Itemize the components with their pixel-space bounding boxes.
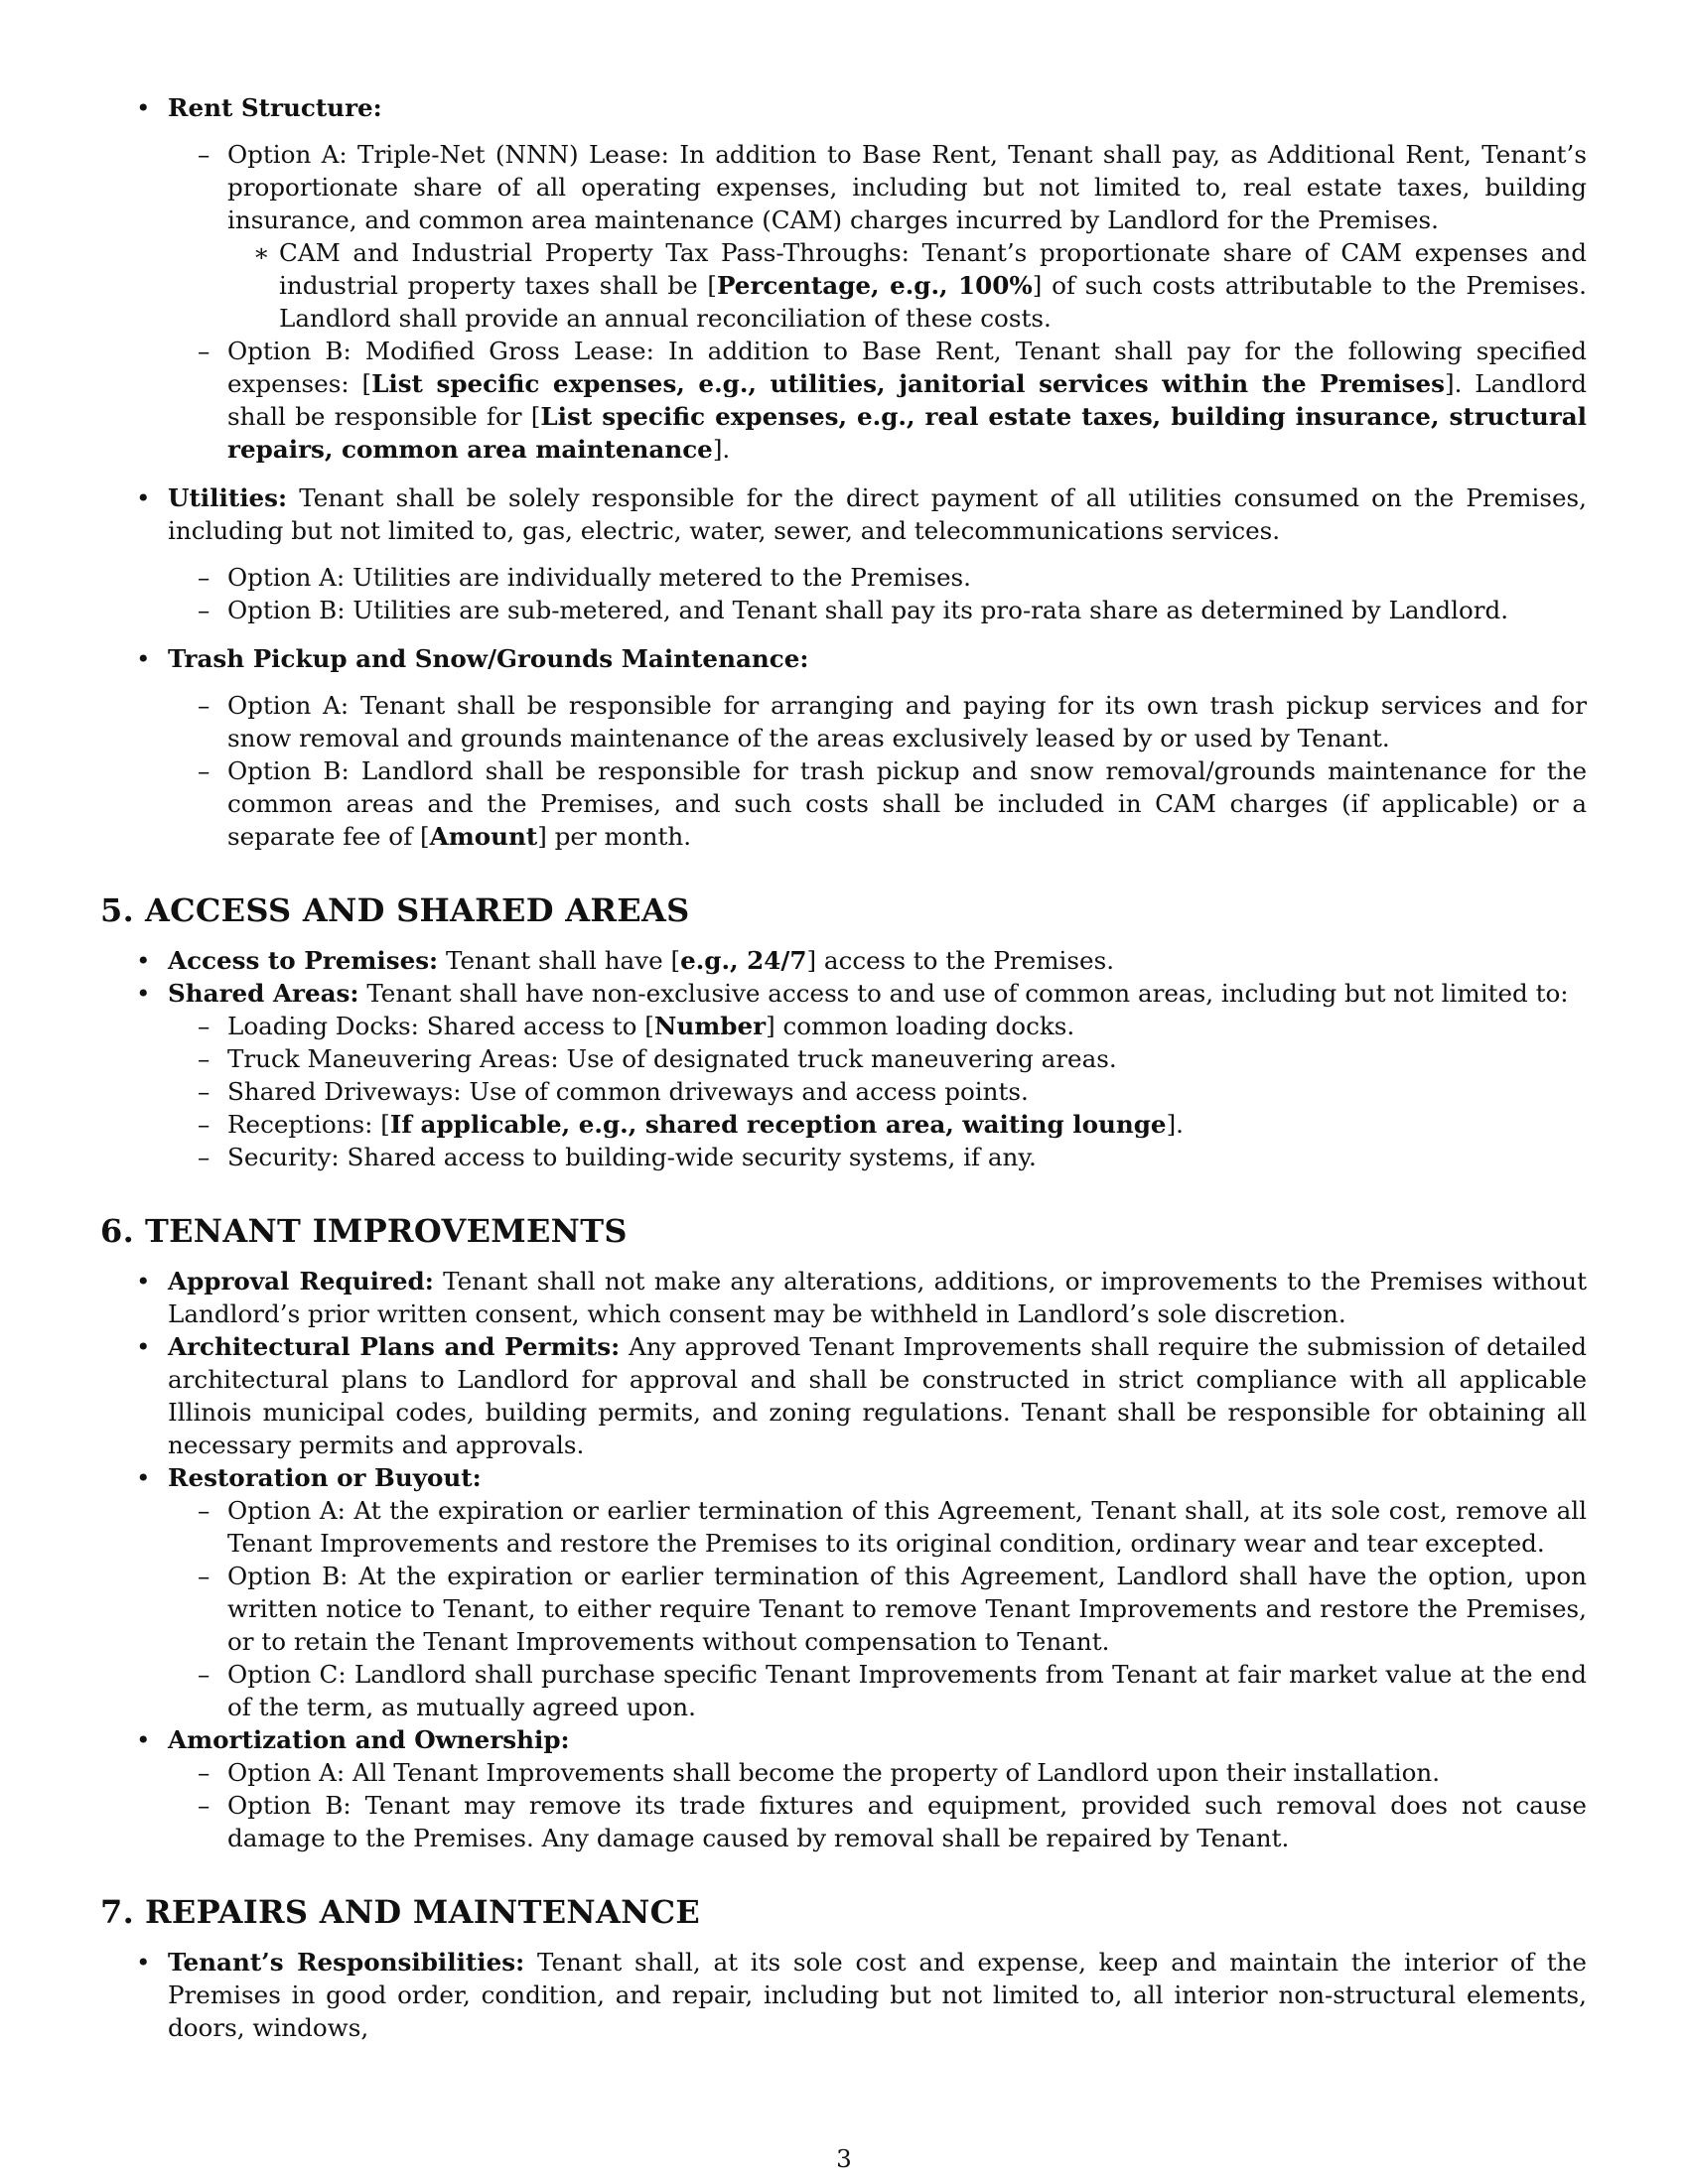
section-title: TENANT IMPROVEMENTS xyxy=(145,1212,628,1250)
rent-structure-options xyxy=(168,138,1587,466)
list-item-trash xyxy=(100,642,1587,853)
security: – Security: Shared access to building-wide security systems, if any. xyxy=(168,1141,1587,1173)
section-number: 7. xyxy=(100,1893,135,1931)
section-number: 6. xyxy=(100,1212,135,1250)
trash-options xyxy=(168,689,1587,853)
restoration-label: Restoration or Buyout: xyxy=(168,1463,482,1492)
restoration-options xyxy=(168,1494,1587,1723)
landlord-expenses-placeholder: List specific expenses, e.g., real estate taxes, building insurance, structural repairs, common area maintenance xyxy=(227,402,1587,464)
rent-structure-label: Rent Structure: xyxy=(168,93,382,122)
list-item-access: • Access to Premises: Tenant shall have [e.g., 24/7] access to the Premises. xyxy=(100,944,1587,977)
utilities-option-b: – Option B: Utilities are sub-metered, and Tenant shall pay its pro-rata share as determined by Landlord. xyxy=(168,594,1587,626)
trash-option-b: – Option B: Landlord shall be responsible for trash pickup and snow removal/grounds maintenance for the common areas and the Premises, and such costs shall be included in CAM charges (if applicable) or a separate fee of [Amount] per month. xyxy=(168,754,1587,853)
amount-placeholder: Amount xyxy=(429,822,538,851)
restoration-option-a: – Option A: At the expiration or earlier termination of this Agreement, Tenant shall, at its sole cost, remove all Tenant Improvements and restore the Premises to its original condition, ordinary wear and tear excepted. xyxy=(168,1494,1587,1560)
page-number: 3 xyxy=(836,2144,852,2173)
access-hours-placeholder: e.g., 24/7 xyxy=(680,946,807,975)
shared-areas-sublist xyxy=(168,1010,1587,1173)
amortization-option-b: – Option B: Tenant may remove its trade fixtures and equipment, provided such removal does not cause damage to the Premises. Any damage caused by removal shall be repaired by Tenant. xyxy=(168,1789,1587,1854)
plans-label: Architectural Plans and Permits: xyxy=(168,1332,621,1361)
receptions: – Receptions: [If applicable, e.g., shared reception area, waiting lounge]. xyxy=(168,1108,1587,1141)
section-heading-6 xyxy=(100,1211,1587,1251)
section-number: 5. xyxy=(100,891,135,929)
document-page xyxy=(100,91,1587,2044)
list-item-tenant-responsibilities: • Tenant’s Responsibilities: Tenant shall, at its sole cost and expense, keep and maintain the interior of the Premises in good order, condition, and repair, including but not limited to, all interior non-structural elements, doors, windows, xyxy=(100,1946,1587,2044)
amortization-options xyxy=(168,1756,1587,1854)
section-title: REPAIRS AND MAINTENANCE xyxy=(145,1893,701,1931)
rent-option-b: – Option B: Modified Gross Lease: In addition to Base Rent, Tenant shall pay for the following specified expenses: [List specific expenses, e.g., utilities, janitorial services within the Premises]. Landlord shall be responsible for [List specific expenses, e.g., real estate taxes, building insurance, structural repairs, common area maintenance]. xyxy=(168,335,1587,466)
cam-pass-through: ∗ CAM and Industrial Property Tax Pass-Throughs: Tenant’s proportionate share of CAM expenses and industrial property taxes shall be [Percentage, e.g., 100%] of such costs attributable to the Premises. Landlord shall provide an annual reconciliation of these costs. xyxy=(227,236,1587,335)
percentage-placeholder: Percentage, e.g., 100% xyxy=(716,271,1033,300)
tenant-expenses-placeholder: List specific expenses, e.g., utilities, janitorial services within the Premises xyxy=(371,369,1446,398)
restoration-option-c: – Option C: Landlord shall purchase specific Tenant Improvements from Tenant at fair market value at the end of the term, as mutually agreed upon. xyxy=(168,1658,1587,1723)
access-list xyxy=(100,944,1587,1173)
list-item-plans: • Architectural Plans and Permits: Any approved Tenant Improvements shall require the submission of detailed architectural plans to Landlord for approval and shall be constructed in strict compliance with all applicable Illinois municipal codes, building permits, and zoning regulations. Tenant shall be responsible for obtaining all necessary permits and approvals. xyxy=(100,1330,1587,1461)
amortization-label: Amortization and Ownership: xyxy=(168,1725,570,1754)
amortization-option-a: – Option A: All Tenant Improvements shall become the property of Landlord upon their installation. xyxy=(168,1756,1587,1789)
repairs-list xyxy=(100,1946,1587,2044)
rent-option-a xyxy=(168,138,1587,335)
list-item-restoration xyxy=(100,1461,1587,1723)
list-item-approval: • Approval Required: Tenant shall not make any alterations, additions, or improvements to the Premises without Landlord’s prior written consent, which consent may be withheld in Landlord’s sole discretion. xyxy=(100,1265,1587,1330)
reception-placeholder: If applicable, e.g., shared reception area, waiting lounge xyxy=(389,1110,1167,1139)
section-title: ACCESS AND SHARED AREAS xyxy=(145,891,690,929)
list-item-shared-areas: • Shared Areas: Tenant shall have non-exclusive access to and use of common areas, including but not limited to: – Loading Docks: Shared access to [Number] common loading docks. – Truck Maneuvering Areas: Use of designated truck maneuvering areas. – Shared Driveways: Use of common driveways and access points. – Receptions: [If applicable, e.g., shared reception area, waiting lounge]. – Security: Shared access to building-wide security systems, if any. xyxy=(100,977,1587,1173)
utilities-label: Utilities: xyxy=(168,483,288,512)
trash-label: Trash Pickup and Snow/Grounds Maintenance: xyxy=(168,644,809,673)
access-label: Access to Premises: xyxy=(168,946,439,975)
docks-number-placeholder: Number xyxy=(653,1012,767,1040)
rent-option-a-sublist xyxy=(227,236,1587,335)
payment-terms-list xyxy=(100,91,1587,853)
section-heading-7 xyxy=(100,1892,1587,1932)
truck-maneuvering: – Truck Maneuvering Areas: Use of designated truck maneuvering areas. xyxy=(168,1042,1587,1075)
list-item-rent-structure xyxy=(100,91,1587,466)
utilities-options xyxy=(168,561,1587,626)
utilities-option-a: – Option A: Utilities are individually metered to the Premises. xyxy=(168,561,1587,594)
list-item-utilities: • Utilities: Tenant shall be solely responsible for the direct payment of all utilities consumed on the Premises, including but not limited to, gas, electric, water, sewer, and telecommunications services. – Option A: Utilities are individually metered to the Premises. – Option B: Utilities are sub-metered, and Tenant shall pay its pro-rata share as determined by Landlord. xyxy=(100,481,1587,626)
shared-driveways: – Shared Driveways: Use of common driveways and access points. xyxy=(168,1075,1587,1108)
list-item-amortization xyxy=(100,1723,1587,1854)
shared-areas-label: Shared Areas: xyxy=(168,979,359,1008)
section-heading-5 xyxy=(100,890,1587,930)
improvements-list xyxy=(100,1265,1587,1854)
restoration-option-b: – Option B: At the expiration or earlier termination of this Agreement, Landlord shall have the option, upon written notice to Tenant, to either require Tenant to remove Tenant Improvements and restore the Premises, or to retain the Tenant Improvements without compensation to Tenant. xyxy=(168,1560,1587,1658)
rent-option-a-text: Option A: Triple-Net (NNN) Lease: In addition to Base Rent, Tenant shall pay, as Additional Rent, Tenant’s proportionate share of all operating expenses, including but not limited to, real estate taxes, building insurance, and common area maintenance (CAM) charges incurred by Landlord for the Premises. xyxy=(227,140,1587,234)
trash-option-a: – Option A: Tenant shall be responsible for arranging and paying for its own trash pickup services and for snow removal and grounds maintenance of the areas exclusively leased by or used by Tenant. xyxy=(168,689,1587,754)
approval-label: Approval Required: xyxy=(168,1267,434,1296)
tenant-responsibilities-label: Tenant’s Responsibilities: xyxy=(168,1948,525,1977)
loading-docks: – Loading Docks: Shared access to [Number] common loading docks. xyxy=(168,1010,1587,1042)
